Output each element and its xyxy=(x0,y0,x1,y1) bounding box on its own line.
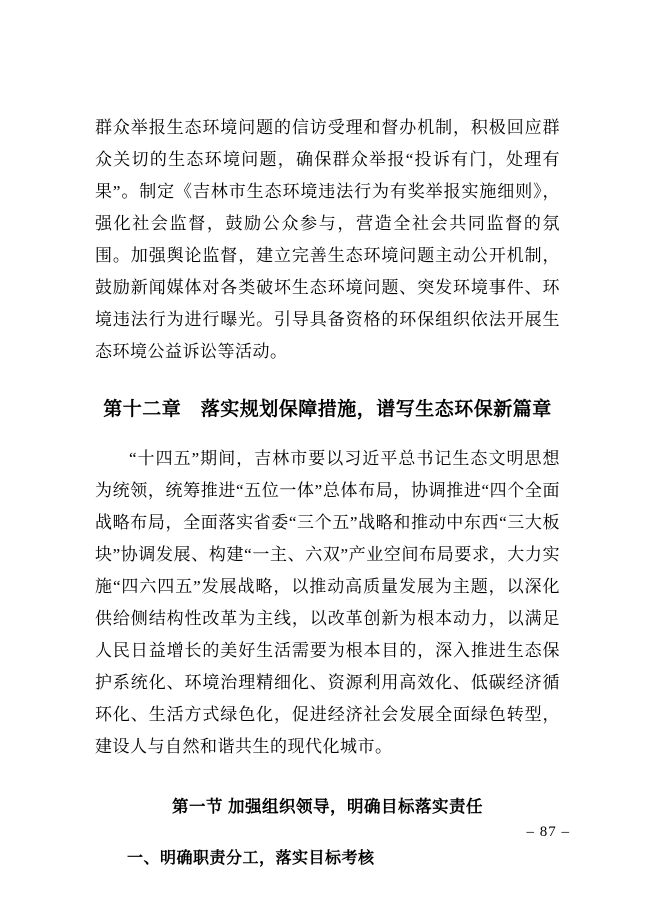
subsection-heading: 一、明确职责分工，落实目标考核 xyxy=(127,850,375,867)
chapter-heading: 第十二章 落实规划保障措施，谱写生态环保新篇章 xyxy=(103,399,552,420)
body-paragraph: “十四五”期间，吉林市要以习近平总书记生态文明思想为统领，统筹推进“五位一体”总体布局，协调推进“四个全面战略布局，全面落实省委“三个五”战略和推动中东西“三大板块”协调发展、构建“一主、六双”产业空间布局要求，大力实施“四六四五”发展战略，以推动高质量发展为主题，以深化供给侧结构性改革为主线，以改革创新为根本动力，以满足人民日益增长的美好生活需要为根本目的，深入推进生态保护系统化、环境治理精细化、资源利用高效化、低碳经济循环化、生活方式绿色化，促进经济社会发展全面绿色转型，建设人与自然和谐共生的现代化城市。 xyxy=(95,449,560,756)
section-heading: 第一节 加强组织领导，明确目标落实责任 xyxy=(171,798,484,816)
page-number: – 87 – xyxy=(526,824,570,840)
body-paragraph-continuation: 群众举报生态环境问题的信访受理和督办机制，积极回应群众关切的生态环境问题，确保群众举报“投诉有门，处理有果”。制定《吉林市生态环境违法行为有奖举报实施细则》，强化社会监督，鼓励公众参与，营造全社会共同监督的氛围。加强舆论监督，建立完善生态环境问题主动公开机制，鼓励新闻媒体对各类破坏生态环境问题、突发环境事件、环境违法行为进行曝光。引导具备资格的环保组织依法开展生态环境公益诉讼等活动。 xyxy=(95,118,560,361)
